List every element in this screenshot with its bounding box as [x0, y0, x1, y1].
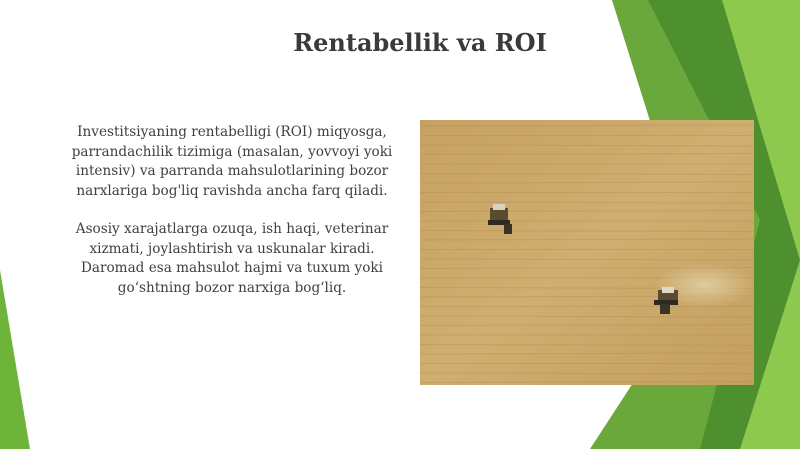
paragraph-costs: Asosiy xarajatlarga ozuqa, ish haqi, veterinar xizmati, joylashtirish va uskunalar kiradi. Daromad esa mahsulot hajmi va tuxum yoki go‘shtning bozor narxiga bog‘liq. — [75, 221, 389, 296]
left-accent-shape — [0, 270, 30, 449]
slide-title: Rentabellik va ROI — [293, 28, 547, 57]
paragraph-roi: Investitsiyaning rentabelligi (ROI) miqyosga, parrandachilik tizimiga (masalan, yovvoyi yoki intensiv) va parranda mahsulotlarining bozor narxlariga bog'liq ravishda ancha farq qiladi. — [71, 124, 393, 199]
aerial-field-photo — [420, 120, 754, 385]
slide-body — [62, 123, 402, 317]
